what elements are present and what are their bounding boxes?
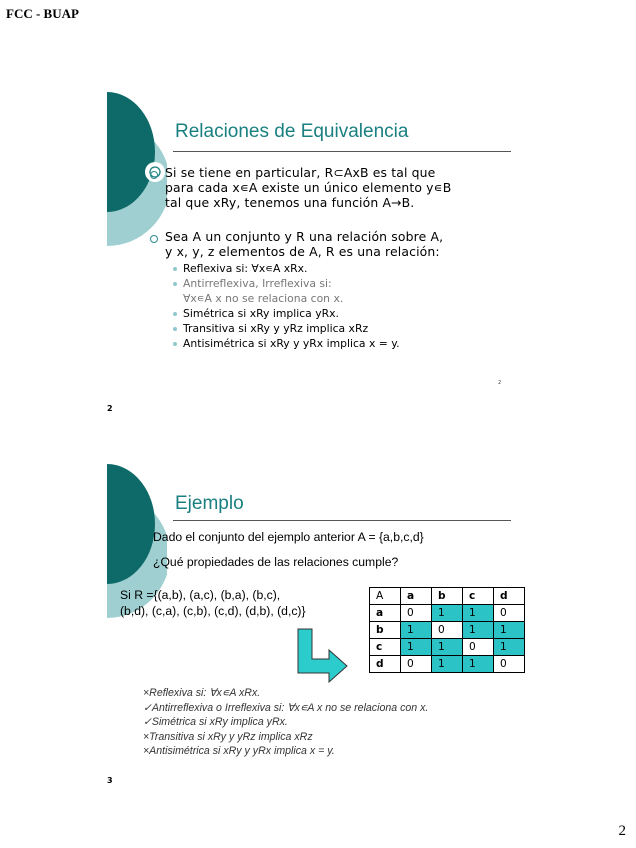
document-header: FCC - BUAP <box>6 6 79 21</box>
table-cell: 0 <box>401 656 432 673</box>
bullet-function-definition <box>165 165 511 210</box>
table-cell: 0 <box>463 639 494 656</box>
title-rule <box>173 151 511 152</box>
properties-checklist <box>143 686 523 759</box>
bullet-line: para cada x∊A existe un único elemento y∊B <box>165 180 452 195</box>
property-transitiva-check: ×Transitiva si xRy y yRz implica xRz <box>143 730 313 743</box>
table-cell: 0 <box>494 656 525 673</box>
property-reflexiva-check: ×Reflexiva si: ∀x∊A xRx. <box>143 687 261 699</box>
bullet-dot-icon <box>173 312 177 316</box>
table-cell: 1 <box>494 622 525 639</box>
relation-matrix-table <box>369 587 525 673</box>
set-definition-text: Dado el conjunto del ejemplo anterior A = {a,b,c,d} <box>153 530 424 544</box>
slide-title: Ejemplo <box>175 493 244 514</box>
property-antirreflexiva: Antirreflexiva, Irreflexiva si: <box>183 277 332 290</box>
table-row <box>370 605 525 622</box>
property-list <box>173 261 503 351</box>
table-cell: 1 <box>432 639 463 656</box>
bullet-line: y x, y, z elementos de A, R es una relación: <box>165 244 440 259</box>
table-row <box>370 656 525 673</box>
row-label: c <box>370 639 401 656</box>
header-cell: A <box>370 588 401 605</box>
table-cell: 1 <box>432 656 463 673</box>
bullet-icon <box>150 171 158 179</box>
property-antirreflexiva-check: ✓Antirreflexiva o Irreflexiva si: ∀x∊A x no se relaciona con x. <box>143 701 429 714</box>
bullet-dot-icon <box>173 282 177 286</box>
list-item-continuation: ∀x∊A x no se relaciona con x. <box>183 292 344 305</box>
list-item <box>173 336 503 351</box>
header-cell: d <box>494 588 525 605</box>
property-simetrica-check: ✓Simétrica si xRy implica yRx. <box>143 716 288 728</box>
header-cell: b <box>432 588 463 605</box>
table-cell: 0 <box>494 605 525 622</box>
relation-text-line1: Si R ={(a,b), (a,c), (b,a), (b,c), <box>120 588 281 602</box>
bullet-dot-icon <box>173 342 177 346</box>
bullet-dot-icon <box>173 327 177 331</box>
table-row <box>370 622 525 639</box>
table-cell: 1 <box>401 622 432 639</box>
table-cell: 1 <box>463 605 494 622</box>
list-item <box>173 321 503 336</box>
property-reflexiva: Reflexiva si: ∀x∊A xRx. <box>183 262 308 275</box>
property-simetrica: Simétrica si xRy implica yRx. <box>183 307 339 320</box>
list-item <box>173 276 503 291</box>
bullet-line: Si se tiene en particular, R⊂AxB es tal que <box>165 165 436 180</box>
bullet-relation-definition <box>165 229 511 259</box>
bullet-line: Sea A un conjunto y R una relación sobre A, <box>165 229 444 244</box>
table-cell: 0 <box>401 605 432 622</box>
slide-ejemplo <box>107 452 525 785</box>
table-header-row <box>370 588 525 605</box>
property-antisimetrica: Antisimétrica si xRy y yRx implica x = y. <box>183 337 400 350</box>
table-cell: 1 <box>432 605 463 622</box>
arrow-icon <box>295 628 349 684</box>
header-cell: a <box>401 588 432 605</box>
row-label: a <box>370 605 401 622</box>
slide-number: 2 <box>107 404 113 413</box>
bullet-line: tal que xRy, tenemos una función A→B. <box>165 195 415 210</box>
row-label: b <box>370 622 401 639</box>
table-cell: 0 <box>432 622 463 639</box>
property-antisimetrica-check: ×Antisimétrica si xRy y yRx implica x = y. <box>143 745 335 757</box>
question-text: ¿Qué propiedades de las relaciones cumple? <box>153 555 399 569</box>
table-cell: 1 <box>463 622 494 639</box>
table-row <box>370 639 525 656</box>
slide-title: Relaciones de Equivalencia <box>175 121 409 142</box>
header-cell: c <box>463 588 494 605</box>
slide-decoration <box>107 80 167 250</box>
slide-footer-number: 2 <box>498 380 502 386</box>
bullet-dot-icon <box>173 267 177 271</box>
table-cell: 1 <box>401 639 432 656</box>
slide-number: 3 <box>107 776 113 785</box>
table-cell: 1 <box>463 656 494 673</box>
row-label: d <box>370 656 401 673</box>
list-item <box>173 261 503 276</box>
slide-relaciones-de-equivalencia <box>107 80 525 413</box>
bullet-icon <box>150 235 158 243</box>
relation-text-line2: (b,d), (c,a), (c,b), (c,d), (d,b), (d,c)} <box>120 604 306 618</box>
page-number: 2 <box>618 823 626 839</box>
title-rule <box>173 520 511 521</box>
list-item <box>173 306 503 321</box>
property-transitiva: Transitiva si xRy y yRz implica xRz <box>183 322 369 335</box>
table-cell: 1 <box>494 639 525 656</box>
